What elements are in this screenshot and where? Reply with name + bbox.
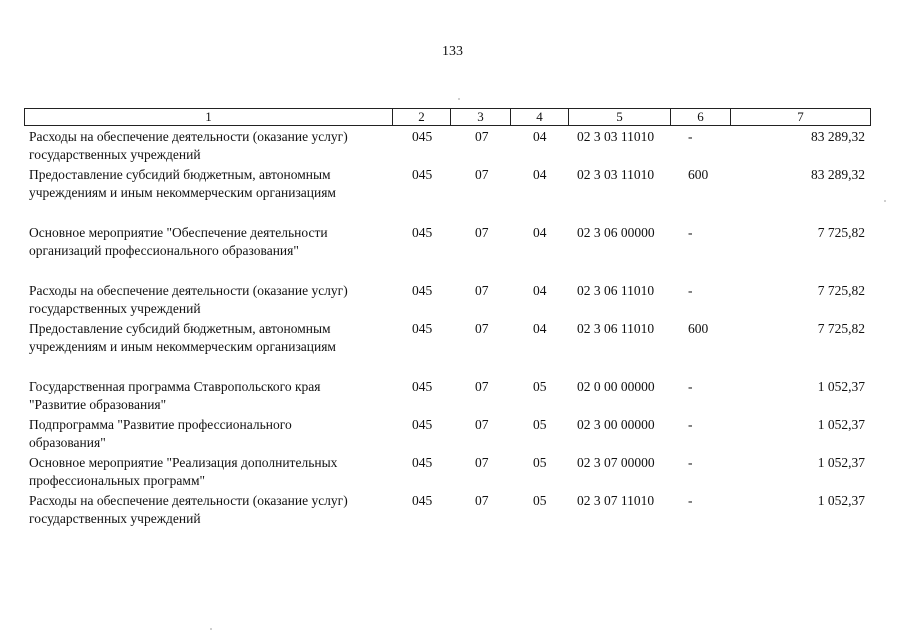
row-code-5: 02 0 00 00000	[577, 379, 655, 394]
table-row	[24, 166, 870, 202]
row-amount: 83 289,32	[811, 129, 865, 144]
row-code-5: 02 3 03 11010	[577, 167, 655, 182]
row-name: Расходы на обеспечение деятельности (оказание услуг) государственных учреждений	[29, 493, 348, 526]
row-name: Предоставление субсидий бюджетным, автономным учреждениям и иным некоммерческим организациям	[29, 167, 336, 200]
row-code-4: 05	[533, 417, 547, 432]
row-code-3: 07	[475, 225, 489, 240]
header-row	[25, 109, 871, 126]
row-code-3: 07	[475, 321, 489, 336]
header-cell-7: 7	[731, 109, 871, 126]
row-code-2: 045	[412, 283, 433, 298]
row-code-4: 05	[533, 379, 547, 394]
row-code-4: 04	[533, 129, 547, 144]
row-code-6: -	[688, 283, 693, 298]
row-amount: 83 289,32	[811, 167, 865, 182]
row-code-6: -	[688, 379, 693, 394]
row-code-2: 045	[412, 379, 433, 394]
table-row	[24, 320, 870, 356]
table-row	[24, 282, 870, 318]
header-cell-3: 3	[451, 109, 511, 126]
row-code-2: 045	[412, 455, 433, 470]
row-amount: 1 052,37	[817, 379, 865, 394]
page-number: 133	[442, 44, 463, 59]
row-name: Расходы на обеспечение деятельности (оказание услуг) государственных учреждений	[29, 283, 348, 316]
row-code-5: 02 3 07 00000	[577, 455, 655, 470]
row-code-4: 04	[533, 167, 547, 182]
row-code-4: 05	[533, 493, 547, 508]
header-cell-2: 2	[393, 109, 451, 126]
row-code-6: -	[688, 455, 693, 470]
header-cell-1: 1	[25, 109, 393, 126]
row-amount: 1 052,37	[817, 455, 865, 470]
scan-speck	[210, 628, 212, 630]
row-code-2: 045	[412, 129, 433, 144]
row-code-4: 04	[533, 225, 547, 240]
row-code-3: 07	[475, 455, 489, 470]
row-code-2: 045	[412, 493, 433, 508]
row-code-4: 04	[533, 283, 547, 298]
row-name: Подпрограмма "Развитие профессионального образования"	[29, 417, 292, 450]
row-amount: 7 725,82	[817, 321, 865, 336]
row-amount: 7 725,82	[817, 283, 865, 298]
row-code-3: 07	[475, 167, 489, 182]
row-code-2: 045	[412, 321, 433, 336]
row-code-5: 02 3 07 11010	[577, 493, 655, 508]
row-code-5: 02 3 06 00000	[577, 225, 655, 240]
row-code-5: 02 3 00 00000	[577, 417, 655, 432]
row-code-4: 04	[533, 321, 547, 336]
row-amount: 1 052,37	[817, 493, 865, 508]
header-cell-5: 5	[569, 109, 671, 126]
row-amount: 1 052,37	[817, 417, 865, 432]
row-code-3: 07	[475, 379, 489, 394]
row-name: Предоставление субсидий бюджетным, автономным учреждениям и иным некоммерческим организациям	[29, 321, 336, 354]
row-name: Расходы на обеспечение деятельности (оказание услуг) государственных учреждений	[29, 129, 348, 162]
row-code-6: 600	[688, 167, 709, 182]
table-row	[24, 454, 870, 490]
table-row	[24, 492, 870, 528]
row-code-3: 07	[475, 493, 489, 508]
row-code-5: 02 3 06 11010	[577, 321, 655, 336]
row-code-6: -	[688, 225, 693, 240]
scan-speck	[884, 200, 886, 202]
row-code-6: -	[688, 417, 693, 432]
table-row	[24, 416, 870, 452]
row-name: Основное мероприятие "Реализация дополнительных профессиональных программ"	[29, 455, 338, 488]
header-cell-6: 6	[671, 109, 731, 126]
row-code-3: 07	[475, 417, 489, 432]
row-amount: 7 725,82	[817, 225, 865, 240]
table-header	[24, 108, 871, 126]
row-code-6: -	[688, 493, 693, 508]
row-code-5: 02 3 06 11010	[577, 283, 655, 298]
row-code-2: 045	[412, 417, 433, 432]
row-code-2: 045	[412, 167, 433, 182]
scan-speck	[458, 98, 460, 100]
row-code-3: 07	[475, 129, 489, 144]
row-code-6: 600	[688, 321, 709, 336]
table-row	[24, 378, 870, 414]
header-cell-4: 4	[511, 109, 569, 126]
row-code-6: -	[688, 129, 693, 144]
row-code-4: 05	[533, 455, 547, 470]
row-name: Государственная программа Ставропольского края "Развитие образования"	[29, 379, 321, 412]
row-code-5: 02 3 03 11010	[577, 129, 655, 144]
table-row	[24, 224, 870, 260]
row-code-2: 045	[412, 225, 433, 240]
row-code-3: 07	[475, 283, 489, 298]
row-name: Основное мероприятие "Обеспечение деятельности организаций профессионального образования"	[29, 225, 328, 258]
table-row	[24, 128, 870, 164]
